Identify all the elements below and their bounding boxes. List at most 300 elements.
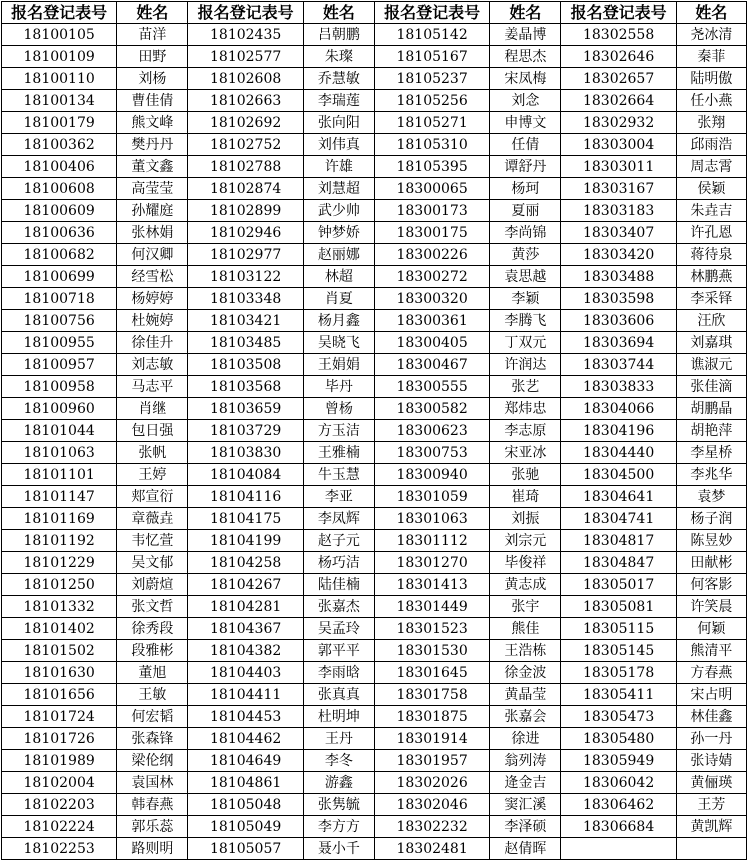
registration-number-cell: 18103729 [188, 420, 303, 442]
registration-number-cell: 18300753 [374, 442, 489, 464]
name-cell: 王雅楠 [303, 442, 374, 464]
registration-number-cell: 18100636 [2, 222, 117, 244]
registration-number-cell: 18301270 [374, 552, 489, 574]
name-cell: 李方方 [303, 816, 374, 838]
registration-number-cell: 18103122 [188, 266, 303, 288]
registration-number-cell: 18103421 [188, 310, 303, 332]
registration-number-cell: 18105057 [188, 838, 303, 860]
table-row [2, 794, 747, 816]
name-cell: 陆佳楠 [303, 574, 374, 596]
header-name: 姓名 [490, 2, 561, 24]
registration-number-cell: 18103830 [188, 442, 303, 464]
name-cell: 马志平 [117, 376, 188, 398]
registration-number-cell: 18102752 [188, 134, 303, 156]
name-cell: 谭舒丹 [490, 156, 561, 178]
table-row [2, 838, 747, 860]
registration-number-cell: 18306684 [561, 816, 676, 838]
name-cell: 袁梦 [676, 486, 746, 508]
registration-number-cell: 18100608 [2, 178, 117, 200]
table-row [2, 266, 747, 288]
name-cell: 朱垚吉 [676, 200, 746, 222]
registration-number-cell: 18305145 [561, 640, 676, 662]
header-name: 姓名 [117, 2, 188, 24]
name-cell: 吴晓飞 [303, 332, 374, 354]
registration-number-cell: 18304500 [561, 464, 676, 486]
name-cell: 钟梦娇 [303, 222, 374, 244]
registration-number-cell: 18101147 [2, 486, 117, 508]
table-row [2, 68, 747, 90]
registration-number-cell: 18304817 [561, 530, 676, 552]
registration-number-cell: 18301875 [374, 706, 489, 728]
registration-number-cell: 18301530 [374, 640, 489, 662]
name-cell: 杨巧洁 [303, 552, 374, 574]
registration-number-cell: 18104382 [188, 640, 303, 662]
registration-number-cell: 18302657 [561, 68, 676, 90]
registration-number-cell: 18100958 [2, 376, 117, 398]
name-cell: 刘振 [490, 508, 561, 530]
registration-number-cell: 18104453 [188, 706, 303, 728]
registration-number-cell: 18302558 [561, 24, 676, 46]
name-cell: 肖继 [117, 398, 188, 420]
table-row [2, 134, 747, 156]
registration-number-cell: 18303488 [561, 266, 676, 288]
name-cell: 陆明傲 [676, 68, 746, 90]
registration-number-cell: 18103568 [188, 376, 303, 398]
registration-number-cell: 18101229 [2, 552, 117, 574]
registration-number-cell: 18104175 [188, 508, 303, 530]
registration-number-cell: 18304196 [561, 420, 676, 442]
name-cell: 刘念 [490, 90, 561, 112]
registration-number-cell: 18101063 [2, 442, 117, 464]
registration-number-cell: 18104116 [188, 486, 303, 508]
registration-number-cell: 18305949 [561, 750, 676, 772]
name-cell: 夏丽 [490, 200, 561, 222]
registration-number-cell: 18303744 [561, 354, 676, 376]
name-cell: 方玉洁 [303, 420, 374, 442]
table-row [2, 750, 747, 772]
registration-number-cell: 18102203 [2, 794, 117, 816]
registration-number-cell: 18305081 [561, 596, 676, 618]
name-cell: 聂小千 [303, 838, 374, 860]
table-row [2, 442, 747, 464]
header-registration-number: 报名登记表号 [561, 2, 676, 24]
registration-number-cell: 18105256 [374, 90, 489, 112]
table-row [2, 640, 747, 662]
name-cell: 高莹莹 [117, 178, 188, 200]
table-row [2, 354, 747, 376]
name-cell: 王浩栋 [490, 640, 561, 662]
name-cell: 张佳滴 [676, 376, 746, 398]
name-cell: 胡鹏晶 [676, 398, 746, 420]
name-cell: 熊文峰 [117, 112, 188, 134]
registration-number-cell: 18301063 [374, 508, 489, 530]
registration-number-cell: 18100609 [2, 200, 117, 222]
registration-number-cell: 18104367 [188, 618, 303, 640]
name-cell: 牛玉慧 [303, 464, 374, 486]
name-cell: 吴文郁 [117, 552, 188, 574]
name-cell: 何汉卿 [117, 244, 188, 266]
name-cell: 林超 [303, 266, 374, 288]
registration-number-cell: 18306462 [561, 794, 676, 816]
name-cell: 尧冰清 [676, 24, 746, 46]
registration-number-cell: 18100955 [2, 332, 117, 354]
registration-number-cell: 18103485 [188, 332, 303, 354]
registration-number-cell: 18105271 [374, 112, 489, 134]
registration-number-cell: 18102977 [188, 244, 303, 266]
name-cell: 陈昱妙 [676, 530, 746, 552]
registration-number-cell: 18102692 [188, 112, 303, 134]
name-cell: 张真真 [303, 684, 374, 706]
table-row [2, 420, 747, 442]
header-row [2, 2, 747, 24]
name-cell: 张宇 [490, 596, 561, 618]
registration-number-cell: 18303011 [561, 156, 676, 178]
registration-number-cell: 18100699 [2, 266, 117, 288]
registration-number-cell: 18300272 [374, 266, 489, 288]
name-cell: 李志原 [490, 420, 561, 442]
registration-number-cell: 18300582 [374, 398, 489, 420]
name-cell: 段雅彬 [117, 640, 188, 662]
name-cell: 袁国林 [117, 772, 188, 794]
registration-number-cell: 18303420 [561, 244, 676, 266]
table-row [2, 662, 747, 684]
name-cell: 李采铎 [676, 288, 746, 310]
name-cell: 张帆 [117, 442, 188, 464]
name-cell: 熊佳 [490, 618, 561, 640]
name-cell: 刘伟真 [303, 134, 374, 156]
registration-number-cell: 18300320 [374, 288, 489, 310]
registration-number-cell: 18101724 [2, 706, 117, 728]
registration-number-cell: 18101169 [2, 508, 117, 530]
name-cell: 赵倩晖 [490, 838, 561, 860]
name-cell: 逄金吉 [490, 772, 561, 794]
name-cell: 田野 [117, 46, 188, 68]
registration-number-cell: 18100682 [2, 244, 117, 266]
registration-number-cell: 18100109 [2, 46, 117, 68]
name-cell: 张嘉杰 [303, 596, 374, 618]
table-row [2, 728, 747, 750]
name-cell: 王芳 [676, 794, 746, 816]
name-cell: 任小燕 [676, 90, 746, 112]
registration-number-cell: 18100362 [2, 134, 117, 156]
name-cell: 宋亚冰 [490, 442, 561, 464]
registration-number-cell: 18101630 [2, 662, 117, 684]
header-name: 姓名 [303, 2, 374, 24]
name-cell: 路则明 [117, 838, 188, 860]
name-cell: 吴孟玲 [303, 618, 374, 640]
registration-number-cell: 18303407 [561, 222, 676, 244]
name-cell: 徐秀段 [117, 618, 188, 640]
table-row [2, 244, 747, 266]
table-row [2, 178, 747, 200]
registration-number-cell: 18302932 [561, 112, 676, 134]
registration-number-cell: 18100134 [2, 90, 117, 112]
name-cell: 黄晶莹 [490, 684, 561, 706]
name-cell: 杨婷婷 [117, 288, 188, 310]
header-registration-number: 报名登记表号 [188, 2, 303, 24]
registration-number-cell: 18300065 [374, 178, 489, 200]
name-cell: 杜明坤 [303, 706, 374, 728]
registration-number-cell: 18104403 [188, 662, 303, 684]
registration-number-cell: 18303598 [561, 288, 676, 310]
name-cell: 包日强 [117, 420, 188, 442]
registration-number-cell: 18101502 [2, 640, 117, 662]
name-cell: 黄凯辉 [676, 816, 746, 838]
registration-number-cell: 18103508 [188, 354, 303, 376]
name-cell: 丁双元 [490, 332, 561, 354]
name-cell: 崔琦 [490, 486, 561, 508]
name-cell: 张林娟 [117, 222, 188, 244]
table-row [2, 376, 747, 398]
registration-number-cell: 18303183 [561, 200, 676, 222]
registration-number-cell: 18301059 [374, 486, 489, 508]
table-row [2, 486, 747, 508]
name-cell: 刘嘉琪 [676, 332, 746, 354]
table-row [2, 508, 747, 530]
registration-number-cell: 18102899 [188, 200, 303, 222]
name-cell: 朱璨 [303, 46, 374, 68]
name-cell: 何客影 [676, 574, 746, 596]
name-cell: 胡艳萍 [676, 420, 746, 442]
registration-number-cell: 18302232 [374, 816, 489, 838]
registration-number-cell: 18103348 [188, 288, 303, 310]
registration-number-cell: 18300623 [374, 420, 489, 442]
registration-number-cell: 18300405 [374, 332, 489, 354]
name-cell: 毕丹 [303, 376, 374, 398]
registration-number-cell: 18300940 [374, 464, 489, 486]
name-cell: 李亚 [303, 486, 374, 508]
name-cell: 王敏 [117, 684, 188, 706]
name-cell: 刘蔚煊 [117, 574, 188, 596]
name-cell: 何颖 [676, 618, 746, 640]
name-cell: 田献彬 [676, 552, 746, 574]
name-cell: 宋凤梅 [490, 68, 561, 90]
name-cell: 黄俪瑛 [676, 772, 746, 794]
name-cell: 张嘉会 [490, 706, 561, 728]
table-row [2, 552, 747, 574]
name-cell: 张文哲 [117, 596, 188, 618]
name-cell: 郏宣衍 [117, 486, 188, 508]
registration-number-cell: 18100718 [2, 288, 117, 310]
name-cell: 杨月鑫 [303, 310, 374, 332]
registration-number-cell: 18304641 [561, 486, 676, 508]
registration-number-cell: 18305473 [561, 706, 676, 728]
registration-number-cell: 18105167 [374, 46, 489, 68]
registration-number-cell: 18104258 [188, 552, 303, 574]
name-cell: 张森锋 [117, 728, 188, 750]
registration-number-cell: 18101332 [2, 596, 117, 618]
name-cell: 吕朝鹏 [303, 24, 374, 46]
registration-number-cell: 18303694 [561, 332, 676, 354]
name-cell: 方春燕 [676, 662, 746, 684]
registration-number-cell: 18302046 [374, 794, 489, 816]
registration-number-cell: 18101726 [2, 728, 117, 750]
registration-number-cell: 18305017 [561, 574, 676, 596]
table-row [2, 398, 747, 420]
name-cell: 杨珂 [490, 178, 561, 200]
registration-number-cell: 18304066 [561, 398, 676, 420]
registration-number-cell: 18300226 [374, 244, 489, 266]
name-cell: 梁伦纲 [117, 750, 188, 772]
name-cell: 刘志敏 [117, 354, 188, 376]
name-cell: 张诗婧 [676, 750, 746, 772]
registration-number-cell: 18302664 [561, 90, 676, 112]
registration-number-cell: 18303167 [561, 178, 676, 200]
name-cell: 汪欣 [676, 310, 746, 332]
name-cell: 刘宗元 [490, 530, 561, 552]
registration-number-cell: 18303606 [561, 310, 676, 332]
name-cell: 曾杨 [303, 398, 374, 420]
name-cell: 李颖 [490, 288, 561, 310]
table-row [2, 156, 747, 178]
registration-number-cell: 18300175 [374, 222, 489, 244]
table-row [2, 46, 747, 68]
name-cell: 李星桥 [676, 442, 746, 464]
name-cell: 黄志成 [490, 574, 561, 596]
name-cell: 许润达 [490, 354, 561, 376]
name-cell: 李泽硕 [490, 816, 561, 838]
registration-number-cell: 18100960 [2, 398, 117, 420]
name-cell: 许孔恩 [676, 222, 746, 244]
name-cell: 刘慧超 [303, 178, 374, 200]
registration-number-cell: 18102788 [188, 156, 303, 178]
name-cell: 赵子元 [303, 530, 374, 552]
name-cell: 程思杰 [490, 46, 561, 68]
registration-number-cell: 18104281 [188, 596, 303, 618]
name-cell: 董旭 [117, 662, 188, 684]
registration-number-cell: 18304741 [561, 508, 676, 530]
table-row [2, 772, 747, 794]
name-cell: 李尚锦 [490, 222, 561, 244]
table-row [2, 90, 747, 112]
name-cell: 李冬 [303, 750, 374, 772]
name-cell: 王丹 [303, 728, 374, 750]
registration-number-cell: 18101101 [2, 464, 117, 486]
registration-number-cell: 18301112 [374, 530, 489, 552]
table-row [2, 706, 747, 728]
name-cell: 许雄 [303, 156, 374, 178]
name-cell: 蒋待泉 [676, 244, 746, 266]
name-cell: 王婷 [117, 464, 188, 486]
name-cell: 经雪松 [117, 266, 188, 288]
registration-number-cell: 18100110 [2, 68, 117, 90]
name-cell: 肖夏 [303, 288, 374, 310]
name-cell: 张驰 [490, 464, 561, 486]
name-cell: 熊清平 [676, 640, 746, 662]
name-cell: 毕俊祥 [490, 552, 561, 574]
table-row [2, 200, 747, 222]
name-cell: 袁思越 [490, 266, 561, 288]
name-cell: 孙耀庭 [117, 200, 188, 222]
registration-number-cell: 18101250 [2, 574, 117, 596]
name-cell: 刘杨 [117, 68, 188, 90]
name-cell: 徐佳升 [117, 332, 188, 354]
registration-number-cell: 18105142 [374, 24, 489, 46]
registration-number-cell: 18301523 [374, 618, 489, 640]
registration-number-cell: 18300467 [374, 354, 489, 376]
registration-number-cell: 18305411 [561, 684, 676, 706]
name-cell: 翁列涛 [490, 750, 561, 772]
registration-number-cell: 18304440 [561, 442, 676, 464]
name-cell: 杜婉婷 [117, 310, 188, 332]
registration-number-cell: 18101656 [2, 684, 117, 706]
table-row [2, 574, 747, 596]
name-cell: 武少帅 [303, 200, 374, 222]
table-row [2, 310, 747, 332]
name-cell: 宋占明 [676, 684, 746, 706]
registration-number-cell: 18104084 [188, 464, 303, 486]
registration-number-cell: 18305480 [561, 728, 676, 750]
registration-number-cell: 18304847 [561, 552, 676, 574]
name-cell: 张艺 [490, 376, 561, 398]
registration-number-cell: 18305115 [561, 618, 676, 640]
name-cell: 任倩 [490, 134, 561, 156]
table-row [2, 816, 747, 838]
registration-number-cell: 18301758 [374, 684, 489, 706]
registration-number-cell: 18301413 [374, 574, 489, 596]
registration-number-cell: 18101402 [2, 618, 117, 640]
table-body [2, 24, 747, 860]
registration-number-cell: 18305178 [561, 662, 676, 684]
name-cell: 董文鑫 [117, 156, 188, 178]
registration-number-cell: 18101044 [2, 420, 117, 442]
name-cell: 窦汇溪 [490, 794, 561, 816]
registration-number-cell: 18302481 [374, 838, 489, 860]
registration-number-cell: 18102577 [188, 46, 303, 68]
name-cell: 张向阳 [303, 112, 374, 134]
name-cell: 李瑞莲 [303, 90, 374, 112]
registration-number-cell: 18102946 [188, 222, 303, 244]
name-cell: 苗洋 [117, 24, 188, 46]
registration-number-cell: 18101192 [2, 530, 117, 552]
name-cell: 林佳鑫 [676, 706, 746, 728]
name-cell: 徐金波 [490, 662, 561, 684]
name-cell: 樊丹丹 [117, 134, 188, 156]
name-cell: 张隽毓 [303, 794, 374, 816]
name-cell: 李凤辉 [303, 508, 374, 530]
registration-number-cell [561, 838, 676, 860]
registration-table [1, 1, 747, 860]
name-cell: 何宏韬 [117, 706, 188, 728]
registration-number-cell: 18100179 [2, 112, 117, 134]
name-cell: 张翔 [676, 112, 746, 134]
name-cell: 郭平平 [303, 640, 374, 662]
registration-number-cell: 18102663 [188, 90, 303, 112]
name-cell: 申博文 [490, 112, 561, 134]
name-cell: 李雨晗 [303, 662, 374, 684]
registration-number-cell: 18300173 [374, 200, 489, 222]
name-cell: 李兆华 [676, 464, 746, 486]
registration-number-cell: 18105049 [188, 816, 303, 838]
table-row [2, 24, 747, 46]
registration-number-cell: 18303833 [561, 376, 676, 398]
name-cell: 赵丽娜 [303, 244, 374, 266]
name-cell: 王娟娟 [303, 354, 374, 376]
table-row [2, 530, 747, 552]
name-cell: 游鑫 [303, 772, 374, 794]
registration-number-cell: 18104267 [188, 574, 303, 596]
header-registration-number: 报名登记表号 [2, 2, 117, 24]
table-row [2, 112, 747, 134]
name-cell [676, 838, 746, 860]
registration-number-cell: 18100756 [2, 310, 117, 332]
table-row [2, 684, 747, 706]
registration-number-cell: 18302646 [561, 46, 676, 68]
registration-number-cell: 18300555 [374, 376, 489, 398]
registration-number-cell: 18104649 [188, 750, 303, 772]
registration-number-cell: 18102435 [188, 24, 303, 46]
registration-number-cell: 18302026 [374, 772, 489, 794]
